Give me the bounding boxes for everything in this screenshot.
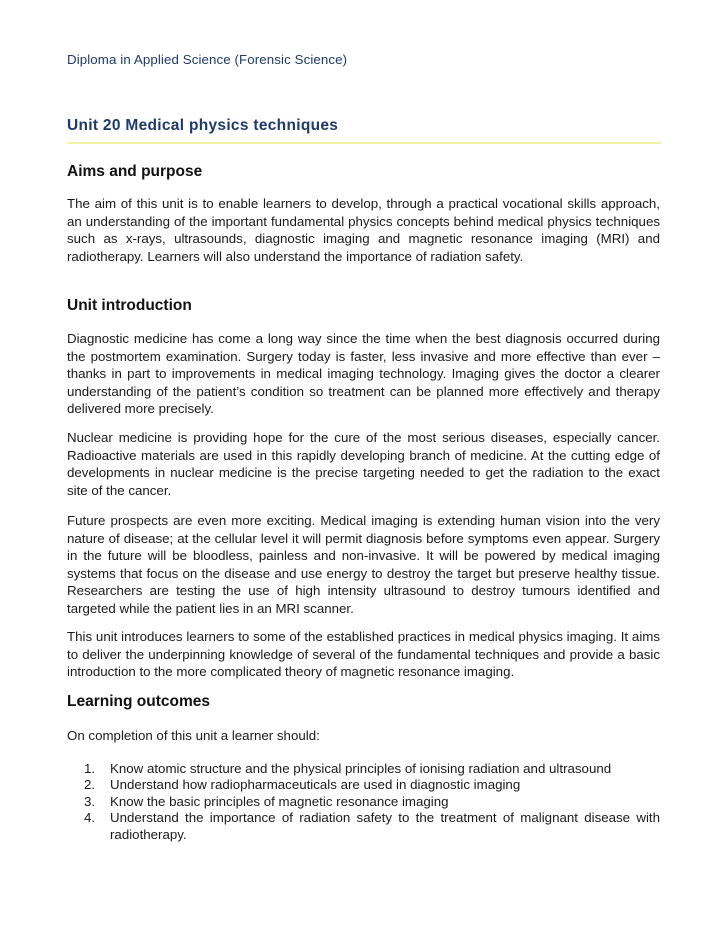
list-text: Understand how radiopharmaceuticals are used in diagnostic imaging [110, 777, 521, 793]
heading-intro: Unit introduction [67, 297, 192, 314]
title-underline [67, 142, 661, 144]
list-item [84, 793, 660, 810]
intro-paragraph-2: Nuclear medicine is providing hope for the cure of the most serious diseases, especially cancer. Radioactive materials are used in this rapidly developing branch of medicine. At the cutting edge of developments in nuclear medicine is the precise targeting needed to get the radiation to the exact site of the cancer. [67, 430, 660, 498]
heading-outcomes: Learning outcomes [67, 693, 210, 710]
list-number: 1. [84, 761, 96, 776]
list-text: Know atomic structure and the physical principles of ionising radiation and ultrasound [110, 761, 612, 776]
list-text: Understand the importance of radiation safety to the treatment of malignant disease with radiotherapy. [110, 810, 660, 842]
list-text: Know the basic principles of magnetic resonance imaging [110, 793, 449, 809]
outcomes-lead: On completion of this unit a learner should: [67, 728, 320, 743]
list-number: 2. [84, 777, 96, 793]
list-number: 4. [84, 810, 96, 826]
heading-aims: Aims and purpose [67, 163, 203, 180]
list-item [84, 777, 660, 793]
list-item [84, 810, 660, 843]
list-item [84, 761, 660, 777]
list-number: 3. [84, 793, 96, 809]
aims-paragraph: The aim of this unit is to enable learners to develop, through a practical vocational skills approach, an understanding of the important fundamental physics concepts behind medical physics techniques such as x-rays, ultrasounds, diagnostic imaging and magnetic resonance imaging (MRI) and radiotherapy. Learners will also understand the importance of radiation safety. [67, 196, 660, 264]
intro-paragraph-4: This unit introduces learners to some of the established practices in medical physics imaging. It aims to deliver the underpinning knowledge of several of the fundamental techniques and provide a basic introduction to the more complicated theory of magnetic resonance imaging. [67, 629, 660, 680]
unit-title: Unit 20 Medical physics techniques [67, 117, 339, 134]
course-header: Diploma in Applied Science (Forensic Science) [67, 52, 348, 67]
outcomes-list [67, 761, 660, 843]
intro-paragraph-1: Diagnostic medicine has come a long way since the time when the best diagnosis occurred during the postmortem examination. Surgery today is faster, less invasive and more effective than ever – thanks in part to improvements in medical imaging technology. Imaging gives the doctor a clearer understanding of the patient’s condition so treatment can be planned more effectively and therapy delivered more precisely. [67, 331, 660, 417]
intro-paragraph-3: Future prospects are even more exciting. Medical imaging is extending human vision into the very nature of disease; at the cellular level it will permit diagnosis before symptoms even appear. Surgery in the future will be bloodless, painless and non-invasive. It will be powered by medical imaging systems that focus on the disease and use energy to destroy the target but preserve healthy tissue. Researchers are testing the use of high intensity ultrasound to destroy tumours identified and targeted while the patient lies in an MRI scanner. [67, 513, 660, 616]
